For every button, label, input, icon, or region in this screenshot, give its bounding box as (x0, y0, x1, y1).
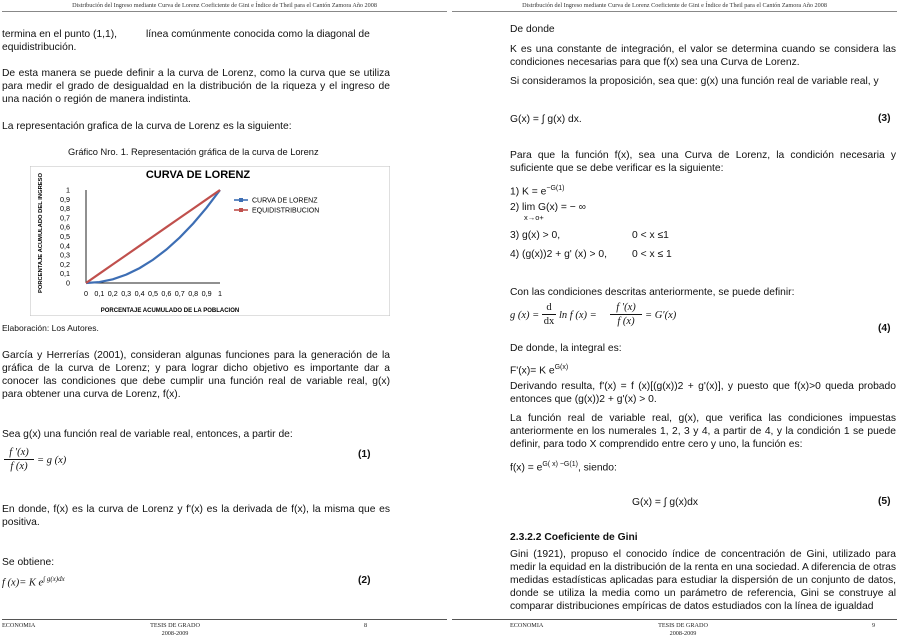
y-tick-label: 0,6 (60, 222, 70, 232)
equation-2-exponent: ∫ g(x)dx (43, 575, 65, 583)
figure-caption: Gráfico Nro. 1. Representación gráfica de la curva de Lorenz (68, 147, 319, 157)
fraction-bar (610, 314, 642, 315)
page-header: Distribución del Ingreso mediante Curva de Lorenz Coeficiente de Gini e Índice de Theil para el Cantón Zamora Año 2008 (522, 2, 827, 9)
paragraph: K es una constante de integración, el valor se determina cuando se considera las condiciones necesarias para que f(x) sea una Curva de Lorenz. (510, 44, 896, 68)
y-tick-label: 0,9 (60, 194, 70, 204)
footer-title: TESIS DE GRADO (658, 622, 708, 629)
equation-4-rhs: = G′(x) (645, 310, 677, 321)
footer-left: ECONOMIA (2, 622, 36, 629)
y-axis-label: PORCENTAJE ACUMULADO DEL INGRESO (38, 172, 44, 294)
equation-number: (5) (878, 496, 891, 507)
equation-fx-tail: , siendo: (577, 462, 617, 474)
x-tick-label: 0,8 (188, 289, 199, 298)
y-tick-label: 0 (66, 278, 70, 288)
condition-3: 3) g(x) > 0, (510, 230, 561, 241)
footer-title: TESIS DE GRADO (150, 622, 200, 629)
equation-4-lhs: g (x) = (510, 310, 540, 321)
equation-fx-text: f(x) = e (510, 462, 543, 474)
fraction-bar (542, 314, 556, 315)
y-tick-label: 0,1 (60, 269, 70, 279)
paragraph-line: línea comúnmente conocida como la diagonal de (146, 29, 370, 40)
figure-source: Elaboración: Los Autores. (2, 323, 99, 333)
footer-center (130, 622, 220, 637)
x-tick-label: 0 (84, 289, 88, 298)
condition-2: 2) lim G(x) = − ∞ (510, 202, 586, 213)
lorenz-chart (30, 166, 390, 316)
y-tick-label: 0,7 (60, 213, 70, 223)
equation-number: (2) (358, 575, 371, 586)
paragraph-line: De donde (510, 24, 555, 35)
fraction-bar (4, 459, 34, 460)
footer-divider (452, 619, 897, 620)
paragraph-line: Se obtiene: (2, 557, 55, 568)
left-page (0, 0, 449, 637)
fraction-denominator: dx (543, 316, 555, 327)
y-tick-label: 0,5 (60, 232, 70, 241)
legend-marker (239, 208, 243, 212)
paragraph: Derivando resulta, f'(x) = f (x)[(g(x))2 + g'(x)], y puesto que f(x)>0 queda probado entonces que (g(x))2 + g'(x) > 0. (510, 381, 896, 405)
x-axis-label: PORCENTAJE ACUMULADO DE LA POBLACION (100, 308, 240, 314)
legend-label: CURVA DE LORENZ (252, 197, 318, 205)
paragraph: Con las condiciones descritas anteriormente, se puede definir: (510, 287, 795, 298)
paragraph: La representación grafica de la curva de Lorenz es la siguiente: (2, 121, 292, 132)
condition-2-subscript: x→o+ (524, 213, 544, 222)
header-divider (2, 11, 447, 12)
paragraph-line: equidistribución. (2, 42, 77, 53)
equation-integral-text: F'(x)= K e (510, 365, 555, 377)
condition-4: 4) (g(x))2 + g' (x) > 0, (510, 249, 607, 260)
paragraph: Si consideramos la proposición, sea que: g(x) una función real de variable real, y (510, 76, 879, 87)
equation-2-lhs: f (x)= K e (2, 577, 44, 589)
x-tick-label: 0,6 (161, 289, 172, 298)
page-header: Distribución del Ingreso mediante Curva de Lorenz Coeficiente de Gini e Índice de Theil para el Cantón Zamora Año 2008 (72, 2, 377, 9)
y-tick-label: 0,8 (60, 204, 70, 214)
x-tick-label: 0,2 (107, 289, 118, 298)
equation-fx-exponent: G( x) −G(1) (542, 461, 578, 468)
right-page (450, 0, 899, 637)
paragraph: Sea g(x) una función real de variable real, entonces, a partir de: (2, 429, 293, 440)
page-number: 9 (872, 622, 876, 629)
y-tick-label: 1 (66, 185, 70, 195)
paragraph: Gini (1921), propuso el conocido índice de concentración de Gini, utilizado para medir la equidad en la distribución de la renta en una sociedad. A diferencia de otras medidas estadísticas aplicadas para estudiar la dispersión de un conjunto de datos, donde se utiliza la media como un parámetro de referencia, Gini se construye al comparar distribuciones empíricas de datos estudiados con la línea de igualdad (510, 549, 896, 612)
paragraph: En donde, f(x) es la curva de Lorenz y f'(x) es la derivada de f(x), la misma que es positiva. (2, 504, 390, 528)
fraction-numerator: f ′(x) (616, 302, 636, 313)
paragraph: García y Herrerías (2001), consideran algunas funciones para la generación de la gráfica de la curva de Lorenz; y para lograr dicho objetivo es importante dar a conocer las condiciones que debe cumplir una función real de variable real, g(x) para obtener una curva de Lorenz, f(x). (2, 350, 390, 400)
x-tick-label: 1 (218, 289, 222, 298)
fraction-numerator: d (546, 302, 552, 313)
condition-3-range: 0 < x ≤1 (632, 230, 669, 241)
equation-4-fraction (610, 302, 642, 327)
x-tick-label: 0,1 (94, 289, 105, 298)
x-tick-label: 0,4 (134, 289, 145, 298)
page-number: 8 (364, 622, 368, 629)
condition-1-exponent: −G(1) (546, 185, 565, 192)
chart-title: CURVA DE LORENZ (145, 169, 251, 181)
equation-2 (2, 575, 65, 589)
header-divider (452, 11, 897, 12)
equation-5: G(x) = ∫ g(x)dx (632, 497, 699, 508)
footer-divider (2, 619, 447, 620)
y-tick-label: 0,2 (60, 259, 70, 269)
legend-label: EQUIDISTRIBUCION (252, 207, 320, 215)
equation-number: (1) (358, 449, 371, 460)
equation-1-rhs: = g (x) (37, 455, 67, 466)
fraction-denominator: f (x) (617, 316, 635, 327)
condition-1 (510, 182, 564, 198)
paragraph: De esta manera se puede definir a la curva de Lorenz, como la curva que se utiliza para medir el grado de desigualdad en la distribución de la riqueza y el ingreso de una nación o región de manera indistinta. (2, 68, 390, 105)
equation-4-ln: ln f (x) = (559, 310, 597, 321)
equation-1-fraction (4, 447, 34, 472)
condition-1-text: 1) K = e (510, 186, 547, 198)
equation-number: (3) (878, 113, 891, 124)
fraction-numerator: f ′(x) (9, 447, 29, 458)
x-tick-label: 0,7 (174, 289, 185, 298)
equation-number: (4) (878, 323, 891, 334)
x-tick-label: 0,5 (148, 289, 158, 298)
equation-3: G(x) = ∫ g(x) dx. (510, 114, 582, 125)
equation-integral-exponent: G(x) (554, 364, 569, 371)
footer-left: ECONOMIA (510, 622, 544, 629)
equation-4-derivative (542, 302, 556, 327)
legend-marker (239, 198, 243, 202)
fraction-denominator: f (x) (10, 461, 28, 472)
paragraph: La función real de variable real, g(x), que verifica las condiciones impuestas anteriormente en los numerales 1, 2, 3 y 4, a partir de 4, y la condición 1 se puede definir, para todo X comprendido entre cero y uno, la función es: (510, 413, 896, 450)
chart-canvas (30, 166, 390, 316)
condition-4-range: 0 < x ≤ 1 (632, 249, 672, 260)
paragraph-line: De donde, la integral es: (510, 343, 622, 354)
paragraph-line: termina en el punto (1,1), (2, 29, 118, 40)
section-heading: 2.3.2.2 Coeficiente de Gini (510, 532, 638, 543)
x-tick-label: 0,3 (121, 289, 132, 298)
x-tick-label: 0,9 (201, 289, 212, 298)
y-tick-label: 0,4 (60, 241, 70, 251)
equation-fx (510, 458, 617, 474)
paragraph: Para que la función f(x), sea una Curva de Lorenz, la condición necesaria y suficiente que se debe verificar es la siguiente: (510, 150, 896, 174)
y-tick-label: 0,3 (60, 250, 70, 260)
footer-center (638, 622, 728, 637)
footer-years: 2008-2009 (669, 629, 697, 637)
equation-integral (510, 361, 568, 377)
footer-years: 2008-2009 (161, 629, 189, 637)
